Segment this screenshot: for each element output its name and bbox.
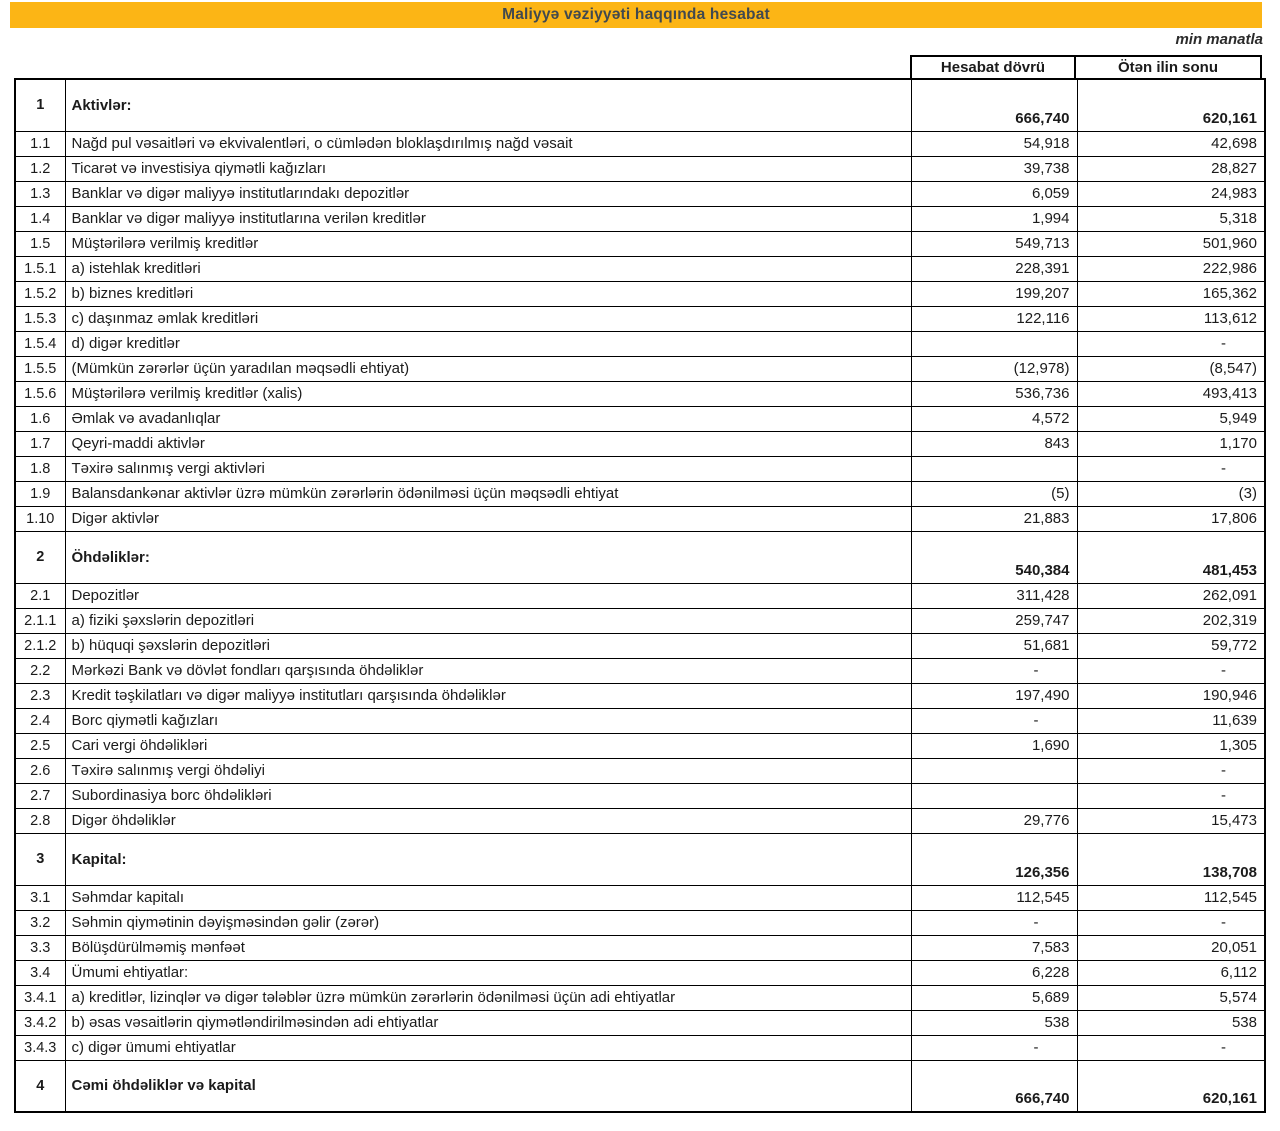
- table-row: [15, 658, 1265, 683]
- current-period-cell: 54,918: [911, 131, 1077, 156]
- row-label-cell: Banklar və digər maliyyə institutlarındakı depozitlər: [65, 181, 911, 206]
- balance-sheet-table: [14, 78, 1266, 1113]
- row-label-cell: c) digər ümumi ehtiyatlar: [65, 1035, 911, 1060]
- row-number-cell: 1.4: [15, 206, 65, 231]
- row-number-cell: 3.2: [15, 910, 65, 935]
- balance-table-body: [15, 79, 1265, 1112]
- table-row: [15, 331, 1265, 356]
- row-label-cell: Qeyri-maddi aktivlər: [65, 431, 911, 456]
- previous-period-cell: 24,983: [1077, 181, 1265, 206]
- table-row: [15, 381, 1265, 406]
- row-number-cell: 1.3: [15, 181, 65, 206]
- row-number-cell: 1.5.3: [15, 306, 65, 331]
- table-row: [15, 633, 1265, 658]
- row-number-cell: 2.3: [15, 683, 65, 708]
- table-row: [15, 79, 1265, 131]
- row-label-cell: c) daşınmaz əmlak kreditləri: [65, 306, 911, 331]
- row-label-cell: Təxirə salınmış vergi aktivləri: [65, 456, 911, 481]
- previous-period-cell: 59,772: [1077, 633, 1265, 658]
- current-period-cell: 6,059: [911, 181, 1077, 206]
- previous-period-cell: 538: [1077, 1010, 1265, 1035]
- row-label-cell: Balansdankənar aktivlər üzrə mümkün zərərlərin ödənilməsi üçün məqsədli ehtiyat: [65, 481, 911, 506]
- table-row: [15, 783, 1265, 808]
- row-label-cell: a) kreditlər, lizinqlər və digər tələblər üzrə mümkün zərərlərin ödənilməsi üçün adi ehtiyatlar: [65, 985, 911, 1010]
- row-number-cell: 2.6: [15, 758, 65, 783]
- column-header-previous-year: Ötən ilin sonu: [1074, 55, 1262, 78]
- row-label-cell: Aktivlər:: [65, 79, 911, 131]
- table-row: [15, 456, 1265, 481]
- row-label-cell: Kredit təşkilatları və digər maliyyə institutları qarşısında öhdəliklər: [65, 683, 911, 708]
- current-period-cell: 538: [911, 1010, 1077, 1035]
- previous-period-cell: 1,170: [1077, 431, 1265, 456]
- previous-period-cell: -: [1077, 910, 1265, 935]
- row-number-cell: 1.5.1: [15, 256, 65, 281]
- current-period-cell: 536,736: [911, 381, 1077, 406]
- row-label-cell: Cari vergi öhdəlikləri: [65, 733, 911, 758]
- row-label-cell: Ticarət və investisiya qiymətli kağızları: [65, 156, 911, 181]
- row-number-cell: 1.7: [15, 431, 65, 456]
- previous-period-cell: 28,827: [1077, 156, 1265, 181]
- previous-period-cell: 20,051: [1077, 935, 1265, 960]
- row-number-cell: 4: [15, 1060, 65, 1112]
- current-period-cell: 666,740: [911, 79, 1077, 131]
- row-number-cell: 1.10: [15, 506, 65, 531]
- row-number-cell: 1.6: [15, 406, 65, 431]
- previous-period-cell: -: [1077, 456, 1265, 481]
- table-row: [15, 733, 1265, 758]
- previous-period-cell: 112,545: [1077, 885, 1265, 910]
- table-row: [15, 481, 1265, 506]
- row-number-cell: 2.1: [15, 583, 65, 608]
- row-number-cell: 2.1.1: [15, 608, 65, 633]
- table-row: [15, 156, 1265, 181]
- page-title: Maliyyə vəziyyəti haqqında hesabat: [502, 6, 770, 23]
- current-period-cell: 1,690: [911, 733, 1077, 758]
- row-label-cell: b) əsas vəsaitlərin qiymətləndirilməsindən adi ehtiyatlar: [65, 1010, 911, 1035]
- previous-period-cell: -: [1077, 1035, 1265, 1060]
- row-label-cell: b) biznes kreditləri: [65, 281, 911, 306]
- current-period-cell: [911, 331, 1077, 356]
- row-number-cell: 1.5: [15, 231, 65, 256]
- row-number-cell: 3.4.1: [15, 985, 65, 1010]
- row-number-cell: 2.2: [15, 658, 65, 683]
- row-number-cell: 2.4: [15, 708, 65, 733]
- previous-period-cell: 42,698: [1077, 131, 1265, 156]
- current-period-cell: 126,356: [911, 833, 1077, 885]
- row-label-cell: Depozitlər: [65, 583, 911, 608]
- current-period-cell: -: [911, 658, 1077, 683]
- current-period-cell: -: [911, 1035, 1077, 1060]
- current-period-cell: 4,572: [911, 406, 1077, 431]
- row-label-cell: (Mümkün zərərlər üçün yaradılan məqsədli ehtiyat): [65, 356, 911, 381]
- row-label-cell: Banklar və digər maliyyə institutlarına verilən kreditlər: [65, 206, 911, 231]
- table-row: [15, 406, 1265, 431]
- table-row: [15, 885, 1265, 910]
- previous-period-cell: 138,708: [1077, 833, 1265, 885]
- current-period-cell: 7,583: [911, 935, 1077, 960]
- table-row: [15, 935, 1265, 960]
- current-period-cell: 39,738: [911, 156, 1077, 181]
- previous-period-cell: (3): [1077, 481, 1265, 506]
- table-row: [15, 583, 1265, 608]
- row-label-cell: Səhmin qiymətinin dəyişməsindən gəlir (zərər): [65, 910, 911, 935]
- row-number-cell: 1.9: [15, 481, 65, 506]
- previous-period-cell: 165,362: [1077, 281, 1265, 306]
- table-row: [15, 608, 1265, 633]
- previous-period-cell: 481,453: [1077, 531, 1265, 583]
- table-row: [15, 808, 1265, 833]
- previous-period-cell: 262,091: [1077, 583, 1265, 608]
- row-label-cell: Digər aktivlər: [65, 506, 911, 531]
- row-label-cell: Mərkəzi Bank və dövlət fondları qarşısında öhdəliklər: [65, 658, 911, 683]
- previous-period-cell: 11,639: [1077, 708, 1265, 733]
- row-label-cell: Öhdəliklər:: [65, 531, 911, 583]
- current-period-cell: (12,978): [911, 356, 1077, 381]
- row-number-cell: 1.1: [15, 131, 65, 156]
- current-period-cell: [911, 456, 1077, 481]
- row-label-cell: Cəmi öhdəliklər və kapital: [65, 1060, 911, 1112]
- table-row: [15, 1035, 1265, 1060]
- previous-period-cell: 493,413: [1077, 381, 1265, 406]
- previous-period-cell: 5,949: [1077, 406, 1265, 431]
- row-number-cell: 1.2: [15, 156, 65, 181]
- previous-period-cell: 113,612: [1077, 306, 1265, 331]
- table-row: [15, 960, 1265, 985]
- table-row: [15, 506, 1265, 531]
- unit-note: min manatla: [1175, 31, 1263, 48]
- row-label-cell: Borc qiymətli kağızları: [65, 708, 911, 733]
- current-period-cell: [911, 758, 1077, 783]
- row-label-cell: Əmlak və avadanlıqlar: [65, 406, 911, 431]
- previous-period-cell: 202,319: [1077, 608, 1265, 633]
- table-row: [15, 131, 1265, 156]
- current-period-cell: 228,391: [911, 256, 1077, 281]
- table-row: [15, 306, 1265, 331]
- current-period-cell: (5): [911, 481, 1077, 506]
- row-label-cell: Səhmdar kapitalı: [65, 885, 911, 910]
- table-row: [15, 1010, 1265, 1035]
- row-label-cell: a) fiziki şəxslərin depozitləri: [65, 608, 911, 633]
- table-row: [15, 206, 1265, 231]
- previous-period-cell: (8,547): [1077, 356, 1265, 381]
- previous-period-cell: -: [1077, 783, 1265, 808]
- row-label-cell: b) hüquqi şəxslərin depozitləri: [65, 633, 911, 658]
- table-row: [15, 708, 1265, 733]
- row-number-cell: 1.5.4: [15, 331, 65, 356]
- row-number-cell: 2.8: [15, 808, 65, 833]
- current-period-cell: 666,740: [911, 1060, 1077, 1112]
- table-row: [15, 683, 1265, 708]
- table-row: [15, 1060, 1265, 1112]
- previous-period-cell: 620,161: [1077, 79, 1265, 131]
- row-number-cell: 1: [15, 79, 65, 131]
- previous-period-cell: 501,960: [1077, 231, 1265, 256]
- previous-period-cell: 5,318: [1077, 206, 1265, 231]
- current-period-cell: 259,747: [911, 608, 1077, 633]
- column-headers: [910, 55, 1262, 78]
- current-period-cell: -: [911, 708, 1077, 733]
- table-row: [15, 281, 1265, 306]
- table-row: [15, 985, 1265, 1010]
- previous-period-cell: 15,473: [1077, 808, 1265, 833]
- table-row: [15, 431, 1265, 456]
- row-number-cell: 3.4.2: [15, 1010, 65, 1035]
- previous-period-cell: 5,574: [1077, 985, 1265, 1010]
- table-row: [15, 758, 1265, 783]
- current-period-cell: 540,384: [911, 531, 1077, 583]
- table-row: [15, 256, 1265, 281]
- current-period-cell: 197,490: [911, 683, 1077, 708]
- previous-period-cell: -: [1077, 331, 1265, 356]
- row-label-cell: Kapital:: [65, 833, 911, 885]
- previous-period-cell: -: [1077, 658, 1265, 683]
- row-label-cell: a) istehlak kreditləri: [65, 256, 911, 281]
- row-number-cell: 3.3: [15, 935, 65, 960]
- row-label-cell: Bölüşdürülməmiş mənfəət: [65, 935, 911, 960]
- row-number-cell: 3.4: [15, 960, 65, 985]
- table-row: [15, 910, 1265, 935]
- row-number-cell: 1.5.6: [15, 381, 65, 406]
- current-period-cell: 122,116: [911, 306, 1077, 331]
- table-row: [15, 833, 1265, 885]
- current-period-cell: 51,681: [911, 633, 1077, 658]
- previous-period-cell: 620,161: [1077, 1060, 1265, 1112]
- row-label-cell: d) digər kreditlər: [65, 331, 911, 356]
- current-period-cell: 6,228: [911, 960, 1077, 985]
- row-number-cell: 2.1.2: [15, 633, 65, 658]
- row-label-cell: Müştərilərə verilmiş kreditlər: [65, 231, 911, 256]
- previous-period-cell: 1,305: [1077, 733, 1265, 758]
- current-period-cell: 5,689: [911, 985, 1077, 1010]
- previous-period-cell: 190,946: [1077, 683, 1265, 708]
- current-period-cell: [911, 783, 1077, 808]
- row-number-cell: 1.8: [15, 456, 65, 481]
- previous-period-cell: 17,806: [1077, 506, 1265, 531]
- row-label-cell: Təxirə salınmış vergi öhdəliyi: [65, 758, 911, 783]
- row-label-cell: Subordinasiya borc öhdəlikləri: [65, 783, 911, 808]
- previous-period-cell: 222,986: [1077, 256, 1265, 281]
- table-row: [15, 356, 1265, 381]
- table-row: [15, 531, 1265, 583]
- current-period-cell: -: [911, 910, 1077, 935]
- current-period-cell: 21,883: [911, 506, 1077, 531]
- row-number-cell: 2.7: [15, 783, 65, 808]
- row-label-cell: Ümumi ehtiyatlar:: [65, 960, 911, 985]
- row-number-cell: 1.5.2: [15, 281, 65, 306]
- current-period-cell: 311,428: [911, 583, 1077, 608]
- row-label-cell: Müştərilərə verilmiş kreditlər (xalis): [65, 381, 911, 406]
- row-number-cell: 1.5.5: [15, 356, 65, 381]
- row-label-cell: Nağd pul vəsaitləri və ekvivalentləri, o cümlədən bloklaşdırılmış nağd vəsait: [65, 131, 911, 156]
- report-title-bar: [10, 2, 1262, 28]
- current-period-cell: 199,207: [911, 281, 1077, 306]
- row-number-cell: 3: [15, 833, 65, 885]
- current-period-cell: 112,545: [911, 885, 1077, 910]
- row-number-cell: 3.1: [15, 885, 65, 910]
- previous-period-cell: 6,112: [1077, 960, 1265, 985]
- table-row: [15, 231, 1265, 256]
- column-header-current-period: Hesabat dövrü: [910, 55, 1076, 78]
- current-period-cell: 843: [911, 431, 1077, 456]
- row-label-cell: Digər öhdəliklər: [65, 808, 911, 833]
- current-period-cell: 549,713: [911, 231, 1077, 256]
- table-row: [15, 181, 1265, 206]
- current-period-cell: 29,776: [911, 808, 1077, 833]
- row-number-cell: 2: [15, 531, 65, 583]
- row-number-cell: 2.5: [15, 733, 65, 758]
- previous-period-cell: -: [1077, 758, 1265, 783]
- current-period-cell: 1,994: [911, 206, 1077, 231]
- row-number-cell: 3.4.3: [15, 1035, 65, 1060]
